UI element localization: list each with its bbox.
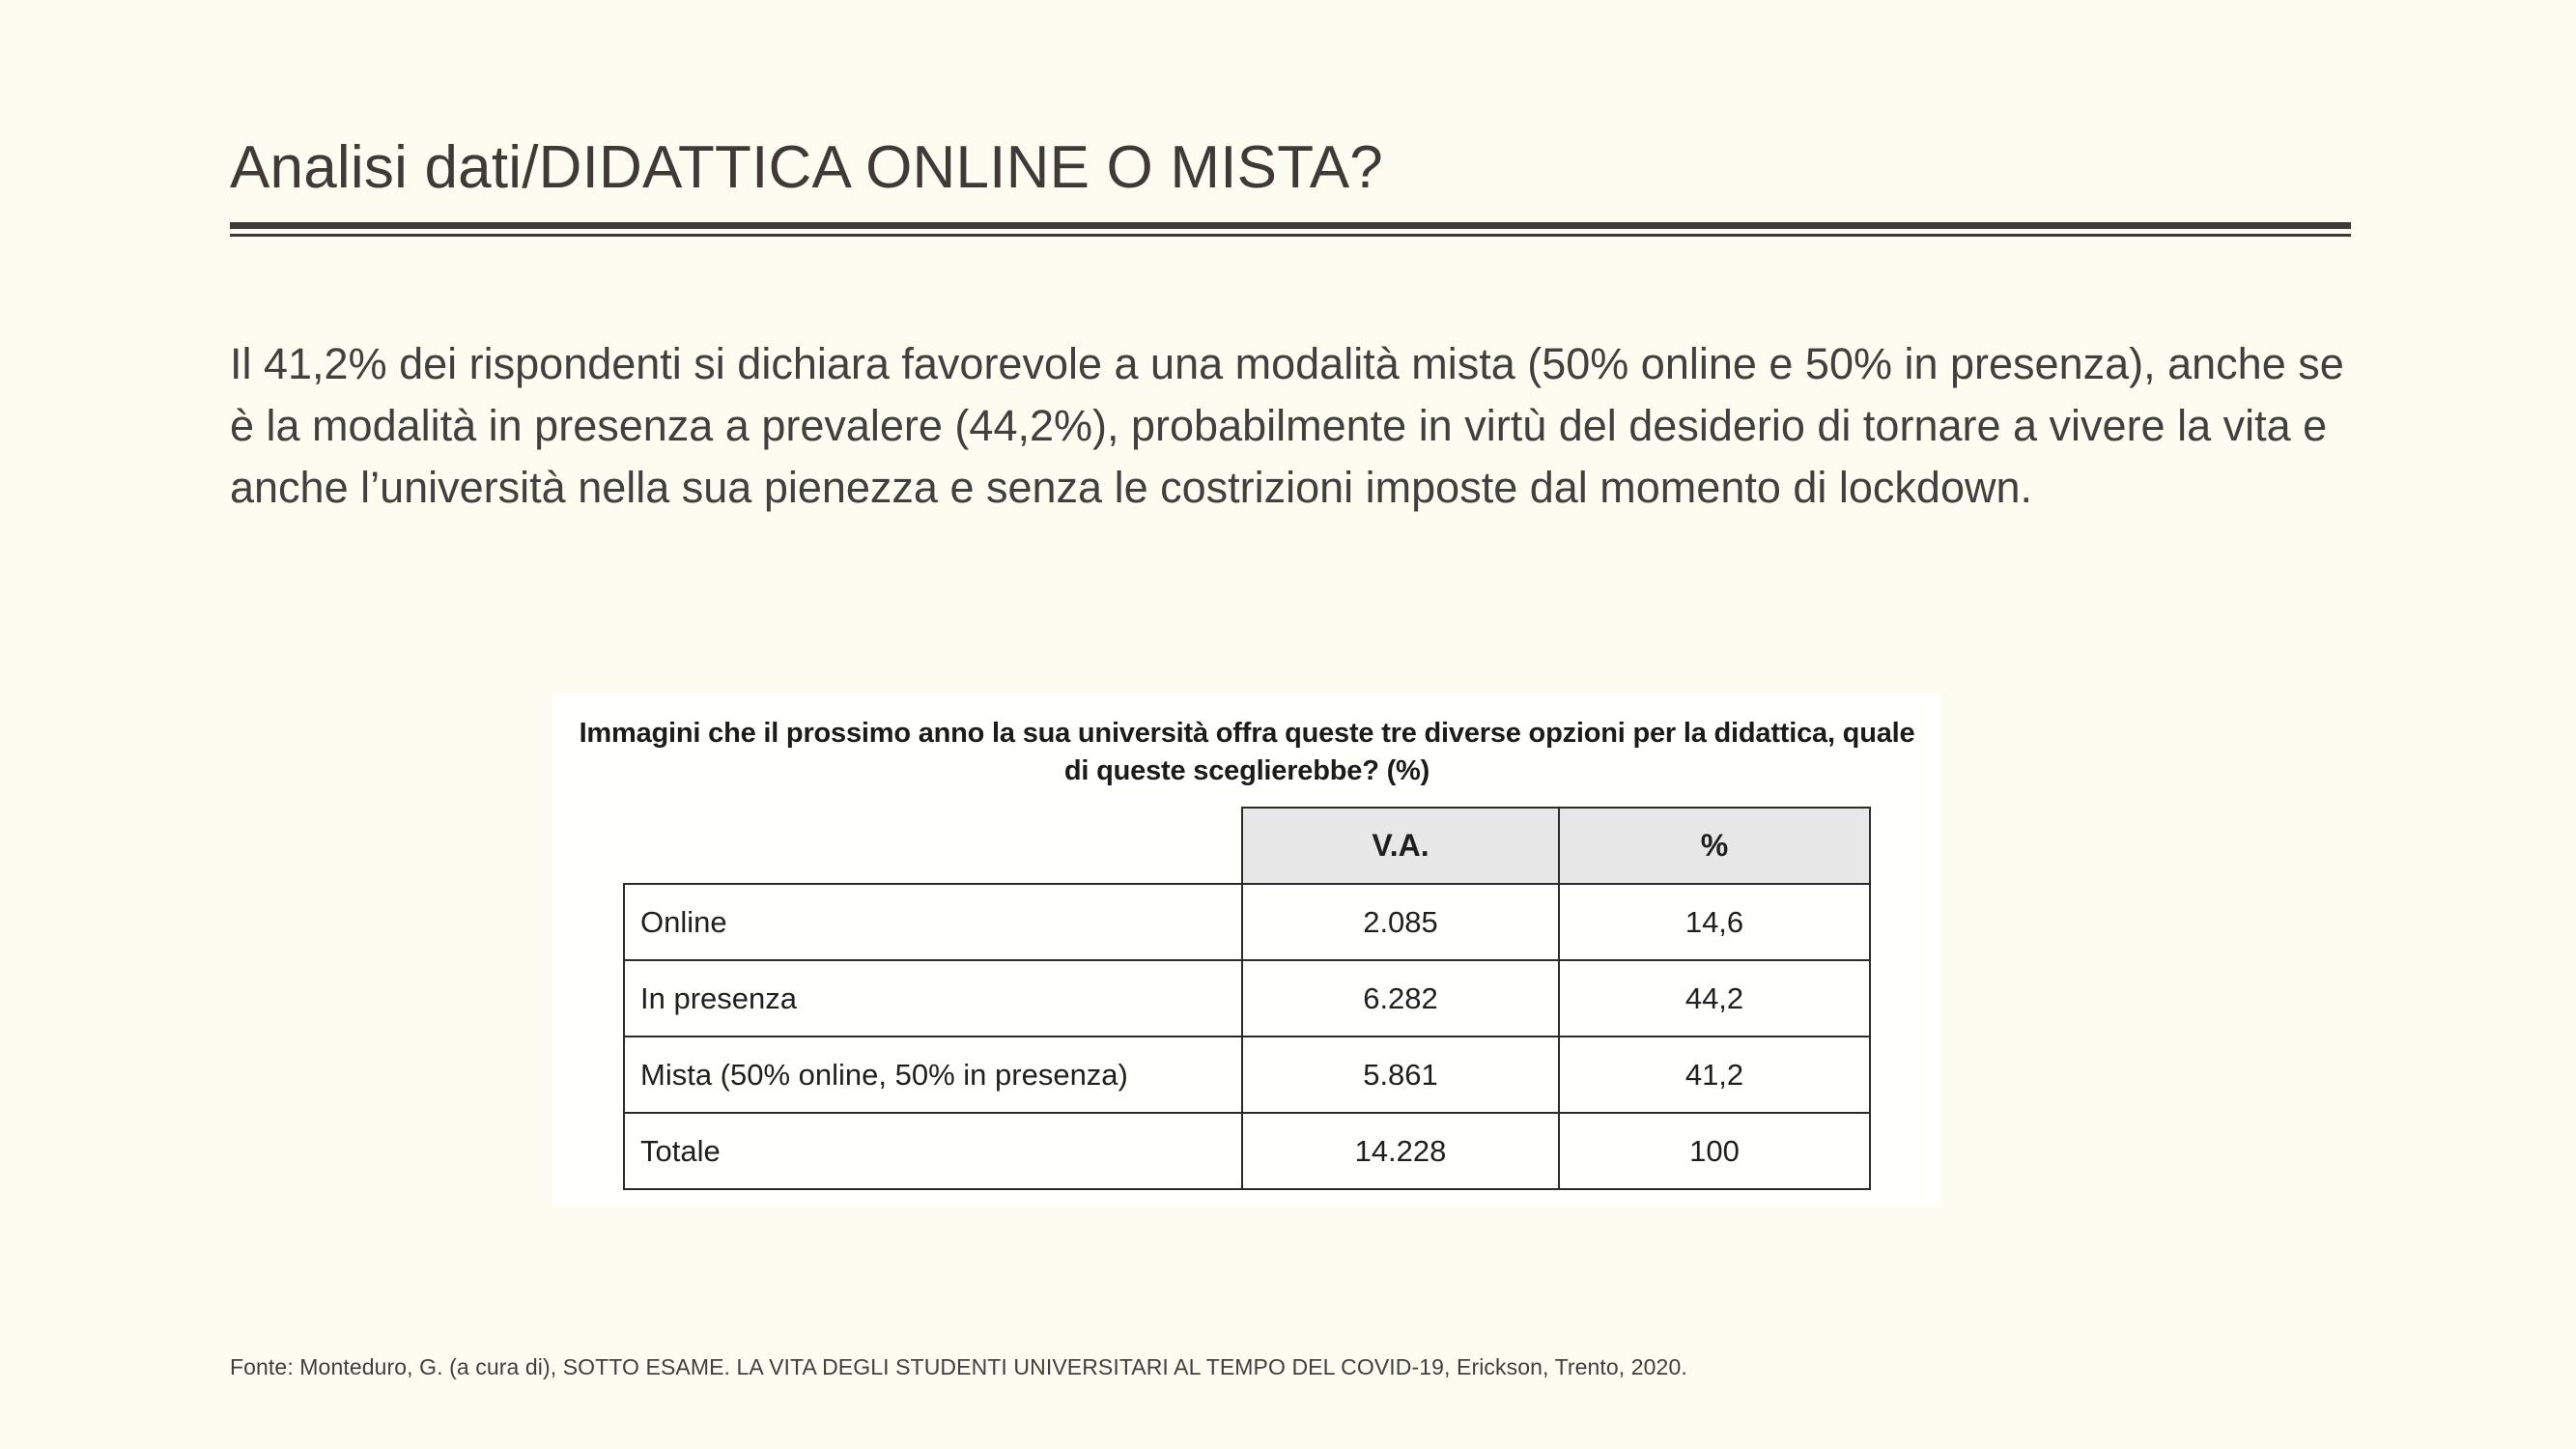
title-divider — [230, 222, 2351, 237]
table-row — [624, 884, 1870, 960]
table-row — [624, 1037, 1870, 1113]
title-block — [230, 135, 2355, 237]
source-footnote: Fonte: Monteduro, G. (a cura di), SOTTO ESAME. LA VITA DEGLI STUDENTI UNIVERSITARI AL TEMPO DEL COVID-19, Erickson, Trento, 2020. — [230, 1354, 1687, 1379]
table-row — [624, 960, 1870, 1037]
row-label: Totale — [624, 1113, 1242, 1189]
row-va: 5.861 — [1242, 1037, 1559, 1113]
row-label: Mista (50% online, 50% in presenza) — [624, 1037, 1242, 1113]
table-header-row — [624, 808, 1870, 884]
divider-thick — [230, 222, 2351, 229]
page-title: Analisi dati/DIDATTICA ONLINE O MISTA? — [230, 134, 1383, 201]
table-row — [624, 1113, 1870, 1189]
divider-thin — [230, 234, 2351, 237]
column-header-va: V.A. — [1242, 808, 1559, 884]
row-percent: 44,2 — [1559, 960, 1870, 1037]
row-percent: 100 — [1559, 1113, 1870, 1189]
table-figure — [552, 694, 1941, 1208]
row-va: 2.085 — [1242, 884, 1559, 960]
row-percent: 14,6 — [1559, 884, 1870, 960]
column-header-blank — [624, 808, 1242, 884]
row-va: 6.282 — [1242, 960, 1559, 1037]
row-label: In presenza — [624, 960, 1242, 1037]
figure-caption: Immagini che il prossimo anno la sua università offra queste tre diverse opzioni per la didattica, quale di queste sceglierebbe? (%) — [579, 718, 1915, 786]
row-percent: 41,2 — [1559, 1037, 1870, 1113]
row-label: Online — [624, 884, 1242, 960]
column-header-percent: % — [1559, 808, 1870, 884]
row-va: 14.228 — [1242, 1113, 1559, 1189]
body-paragraph: Il 41,2% dei rispondenti si dichiara favorevole a una modalità mista (50% online e 50% in presenza), anche se è la modalità in presenza a prevalere (44,2%), probabilmente in virtù del desiderio di tornare a vivere la vita e anche l’università nella sua pienezza e senza le costrizioni imposte dal momento di lockdown. — [230, 339, 2344, 512]
data-table — [623, 807, 1871, 1190]
